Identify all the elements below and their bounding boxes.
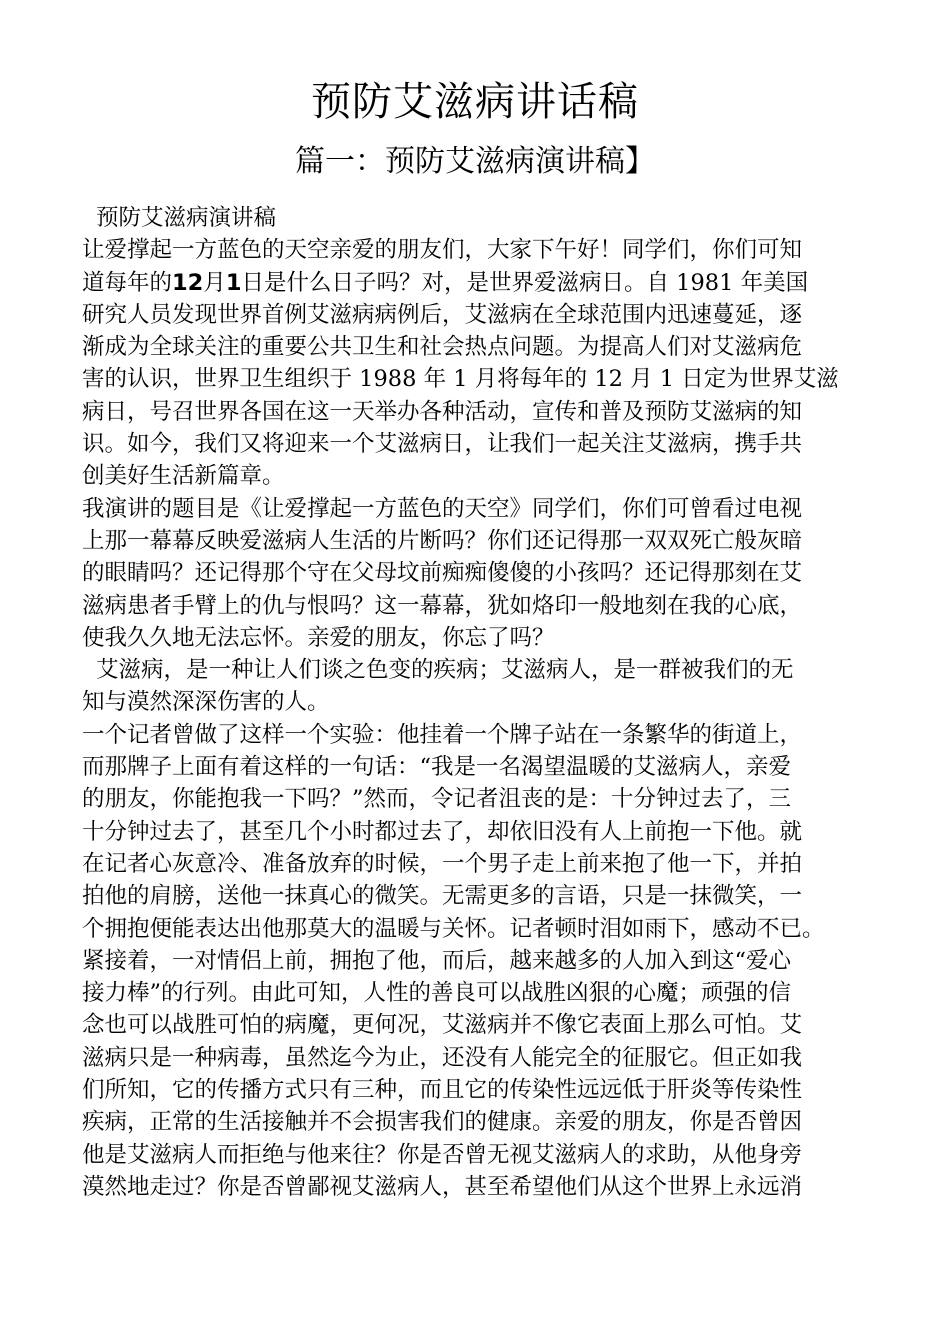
- text-line: 滋病患者手臂上的仇与恨吗？这一幕幕，犹如烙印一般地刻在我的心底，: [82, 592, 803, 619]
- text-line: 拍他的肩膀，送他一抹真心的微笑。无需更多的言语，只是一抹微笑，一: [82, 883, 803, 910]
- text-segment: 道每年的: [82, 269, 173, 296]
- text-line: 艾滋病，是一种让人们谈之色变的疾病；艾滋病人，是一群被我们的无: [96, 657, 794, 684]
- text-line: 而那牌子上面有着这样的一句话：“我是一名渴望温暖的艾滋病人，亲爱: [82, 754, 792, 781]
- text-line: 害的认识，世界卫生组织于 1988 年 1 月将每年的 12 月 1 日定为世界艾滋: [82, 366, 839, 393]
- document-title: 预防艾滋病讲话稿: [311, 79, 639, 125]
- bold-number: 12: [172, 269, 204, 296]
- text-line: 十分钟过去了，甚至几个小时都过去了，却依旧没有人上前抱一下他。就: [82, 818, 803, 845]
- text-line: 渐成为全球关注的重要公共卫生和社会热点问题。为提高人们对艾滋病危: [82, 334, 803, 361]
- text-line: 一个记者曾做了这样一个实验：他挂着一个牌子站在一条繁华的街道上，: [82, 721, 803, 748]
- document-subtitle: 篇一：预防艾滋病演讲稿】: [295, 144, 655, 179]
- text-line: 预防艾滋病演讲稿: [96, 205, 277, 231]
- text-line: 紧接着，一对情侣上前，拥抱了他，而后，越来越多的人加入到这“爱心: [82, 947, 792, 974]
- text-line: 滋病只是一种病毒，虽然迄今为止，还没有人能完全的征服它。但正如我: [82, 1044, 803, 1071]
- text-line: 漠然地走过？你是否曾鄙视艾滋病人，甚至希望他们从这个世界上永远消: [82, 1173, 803, 1200]
- text-line: 让爱撑起一方蓝色的天空亲爱的朋友们，大家下午好！同学们，你们可知: [82, 237, 803, 264]
- text-line: 病日，号召世界各国在这一天举办各种活动，宣传和普及预防艾滋病的知: [82, 398, 803, 425]
- text-line: 我演讲的题目是《让爱撑起一方蓝色的天空》同学们，你们可曾看过电视: [82, 495, 803, 522]
- text-line: 接力棒”的行列。由此可知，人性的善良可以战胜凶狠的心魔；顽强的信: [82, 980, 792, 1007]
- text-line: 们所知，它的传播方式只有三种，而且它的传染性远远低于肝炎等传染性: [82, 1077, 803, 1104]
- text-line: 创美好生活新篇章。: [82, 463, 285, 490]
- text-line: 识。如今，我们又将迎来一个艾滋病日，让我们一起关注艾滋病，携手共: [82, 431, 803, 458]
- text-segment: 日是什么日子吗？对，是世界爱滋病日。自 1981 年美国: [241, 269, 809, 296]
- text-line: 研究人员发现世界首例艾滋病病例后，艾滋病在全球范围内迅速蔓延，逐: [82, 301, 803, 328]
- text-line: 使我久久地无法忘怀。亲爱的朋友，你忘了吗？: [82, 624, 555, 651]
- text-line: 个拥抱便能表达出他那莫大的温暖与关怀。记者顿时泪如雨下，感动不已。: [82, 915, 825, 942]
- text-line: 的朋友，你能抱我一下吗？”然而，令记者沮丧的是：十分钟过去了，三: [82, 786, 792, 813]
- text-line: 上那一幕幕反映爱滋病人生活的片断吗？你们还记得那一双双死亡般灰暗: [82, 527, 803, 554]
- text-line: 在记者心灰意冷、准备放弃的时候，一个男子走上前来抱了他一下，并拍: [82, 850, 803, 877]
- text-line: 知与漠然深深伤害的人。: [82, 689, 330, 716]
- text-line: 念也可以战胜可怕的病魔，更何况，艾滋病并不像它表面上那么可怕。艾: [82, 1012, 803, 1039]
- text-line: 的眼睛吗？还记得那个守在父母坟前痴痴傻傻的小孩吗？还记得那刻在艾: [82, 560, 803, 587]
- text-line: 他是艾滋病人而拒绝与他来往？你是否曾无视艾滋病人的求助，从他身旁: [82, 1141, 803, 1168]
- document-body: [82, 202, 894, 1203]
- text-segment: 月: [203, 269, 226, 296]
- bold-number: 1: [225, 269, 242, 296]
- text-line: [82, 267, 894, 299]
- text-line: 疾病，正常的生活接触并不会损害我们的健康。亲爱的朋友，你是否曾因: [82, 1109, 803, 1136]
